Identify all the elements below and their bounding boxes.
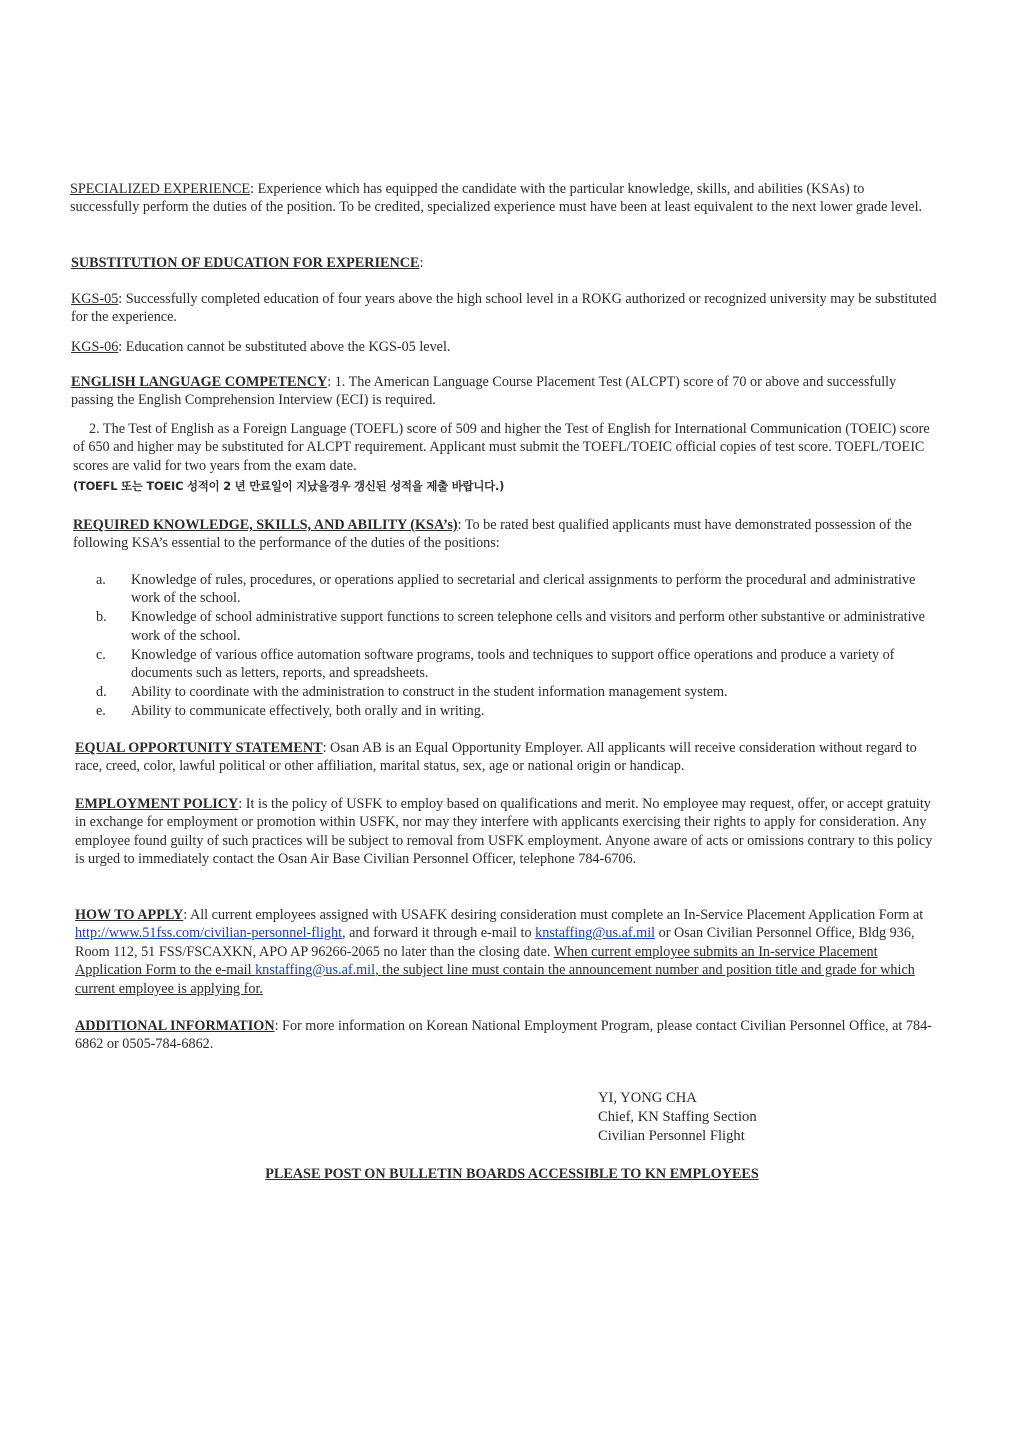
- ksa-intro: : To be rated best qualified applicants must have demonstrated possession of the following KSA’s essential to the performance of the duties of the positions:: [73, 517, 912, 552]
- how-to-apply-instruction-a: When current employee submits an In-service Placement Application Form to the e-mail: [75, 943, 878, 979]
- ksa-heading: REQUIRED KNOWLEDGE, SKILLS, AND ABILITY (KSA’s): [73, 517, 458, 533]
- english-competency-paragraph: [71, 373, 937, 410]
- employment-policy-paragraph: [75, 795, 939, 869]
- list-item-letter: a.: [96, 572, 106, 588]
- kgs05-paragraph: [71, 290, 937, 327]
- specialized-experience-heading: SPECIALIZED EXPERIENCE: [70, 181, 251, 197]
- kgs06-label: KGS-06: [71, 339, 119, 355]
- signature-name: YI, YONG CHA: [598, 1090, 697, 1106]
- additional-information-text: : For more information on Korean National Employment Program, please contact Civilian Personnel Office, at 784-6862 or 0505-784-6862.: [75, 1018, 932, 1053]
- equal-opportunity-paragraph: [75, 739, 937, 776]
- ksa-list: [96, 571, 941, 721]
- how-to-apply-instruction-b: , the subject line must contain the announcement number and position title and grade for which current employee is applying for.: [75, 962, 915, 997]
- list-item-letter: c.: [96, 646, 106, 663]
- list-item: [96, 683, 941, 701]
- how-to-apply-text-a: : All current employees assigned with USAFK desiring consideration must complete an In-Service Placement Application Form at: [183, 907, 924, 923]
- english-competency-paragraph-2: [73, 420, 939, 475]
- list-item: [96, 571, 941, 608]
- employment-policy-heading: EMPLOYMENT POLICY: [75, 796, 239, 812]
- signature-office: Civilian Personnel Flight: [598, 1128, 745, 1144]
- english-competency-heading: ENGLISH LANGUAGE COMPETENCY: [71, 374, 328, 390]
- list-item-letter: e.: [96, 703, 106, 720]
- signature-title: Chief, KN Staffing Section: [598, 1109, 757, 1125]
- korean-note: [73, 477, 939, 495]
- substitution-heading-colon: :: [419, 255, 424, 271]
- how-to-apply-heading: HOW TO APPLY: [75, 907, 184, 923]
- specialized-experience-text: : Experience which has equipped the candidate with the particular knowledge, skills, and abilities (KSAs) to successfully perform the duties of the position. To be credited, specialized experience must have been at least equivalent to the next lower grade level.: [70, 181, 923, 216]
- list-item: [96, 702, 941, 720]
- specialized-experience-section: [70, 180, 936, 217]
- list-item: [96, 646, 941, 683]
- equal-opportunity-heading: EQUAL OPPORTUNITY STATEMENT: [75, 740, 323, 756]
- kgs05-label: KGS-05: [71, 291, 119, 307]
- posting-notice: PLEASE POST ON BULLETIN BOARDS ACCESSIBLE TO KN EMPLOYEES: [265, 1166, 759, 1182]
- how-to-apply-text-c: or Osan Civilian Personnel Office, Bldg 936, Room 112, 51 FSS/FSCAXKN, APO AP 96266-2065 no later than the closing date.: [75, 925, 915, 960]
- signature-block: [598, 1089, 757, 1146]
- how-to-apply-text-b: , and forward it through e-mail to: [342, 925, 536, 942]
- ksa-paragraph: [73, 516, 939, 553]
- kgs06-text: : Education cannot be substituted above the KGS-05 level.: [118, 339, 451, 355]
- list-item: [96, 608, 941, 645]
- list-item-text: Knowledge of school administrative support functions to screen telephone cells and visitors and perform other substantive or administrative work of the school.: [131, 609, 925, 644]
- list-item-text: Knowledge of various office automation software programs, tools and techniques to support office operations and produce a variety of documents such as letters, reports, and spreadsheets.: [131, 646, 895, 682]
- staffing-email-link-2[interactable]: knstaffing@us.af.mil: [255, 962, 376, 979]
- staffing-email-link[interactable]: knstaffing@us.af.mil: [535, 925, 656, 942]
- kgs05-text: : Successfully completed education of four years above the high school level in a ROKG authorized or recognized university may be substituted for the experience.: [71, 291, 937, 326]
- english-competency-text: : 1. The American Language Course Placement Test (ALCPT) score of 70 or above and successfully passing the English Comprehension Interview (ECI) is required.: [71, 374, 897, 409]
- list-item-letter: d.: [96, 684, 107, 701]
- equal-opportunity-text: : Osan AB is an Equal Opportunity Employer. All applicants will receive consideration without regard to race, creed, color, lawful political or other affiliation, marital status, sex, age or national origin or handicap.: [75, 740, 917, 775]
- kgs06-paragraph: [71, 338, 937, 356]
- substitution-section-heading: [71, 254, 937, 272]
- list-item-text: Knowledge of rules, procedures, or operations applied to secretarial and clerical assignments to perform the procedural and administrative work of the school.: [131, 572, 916, 607]
- korean-note-text: (TOEFL 또는 TOEIC 성적이 2 년 만료일이 지났을경우 갱신된 성적을 제출 바랍니다.): [73, 479, 505, 493]
- list-item-text: Ability to communicate effectively, both orally and in writing.: [131, 703, 485, 720]
- list-item-text: Ability to coordinate with the administration to construct in the student information management system.: [131, 684, 728, 701]
- how-to-apply-paragraph: [75, 906, 939, 998]
- additional-information-heading: ADDITIONAL INFORMATION: [75, 1018, 275, 1034]
- application-form-link[interactable]: http://www.51fss.com/civilian-personnel-flight: [75, 925, 343, 942]
- list-item-letter: b.: [96, 609, 107, 626]
- employment-policy-text: : It is the policy of USFK to employ based on qualifications and merit. No employee may request, offer, or accept gratuity in exchange for employment or promotion within USFK, nor may they interfere with applicants exercising their rights to apply for consideration. Any employee found guilty of such practices will be subject to removal from USFK employment. Anyone aware of acts or omissions contrary to this policy is urged to immediately contact the Osan Air Base Civilian Personnel Officer, telephone 784-6706.: [75, 796, 933, 868]
- substitution-heading: SUBSTITUTION OF EDUCATION FOR EXPERIENCE: [71, 255, 420, 271]
- english-competency-text-2: 2. The Test of English as a Foreign Language (TOEFL) score of 509 and higher the Test of English for International Communication (TOEIC) score of 650 and higher may be substituted for ALCPT requirement. Applicant must submit the TOEFL/TOEIC official copies of test score. TOEFL/TOEIC scores are valid for two years from the exam date.: [73, 421, 930, 474]
- additional-information-paragraph: [75, 1017, 939, 1054]
